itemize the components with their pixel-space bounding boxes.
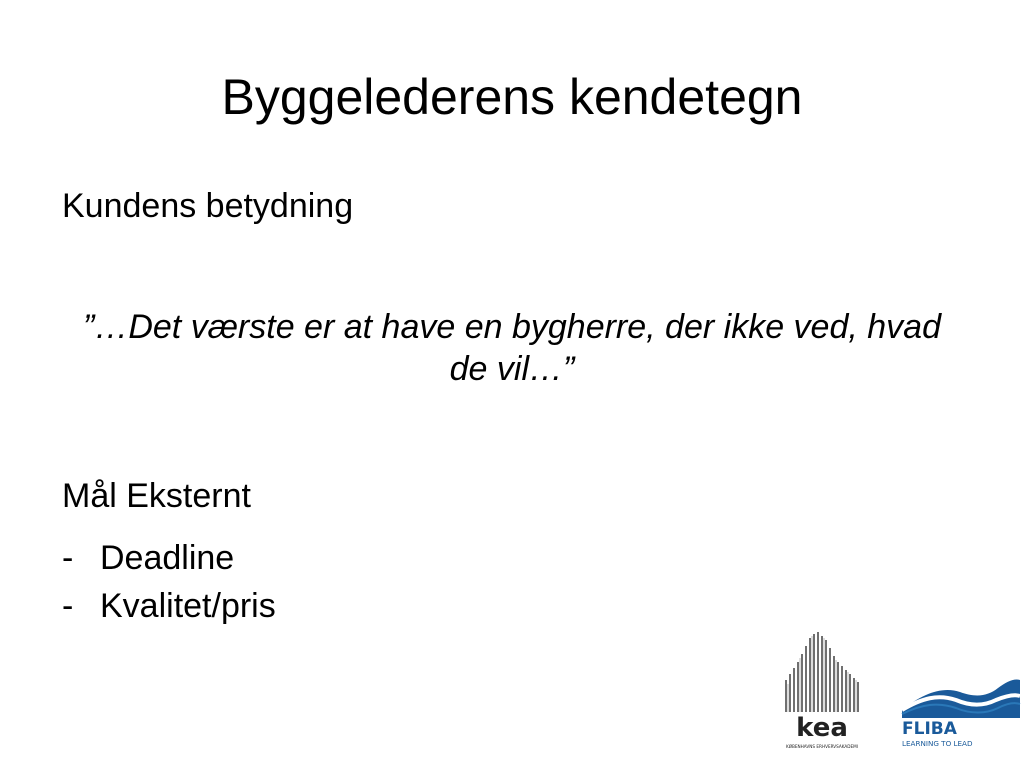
kea-wordmark: kea — [796, 713, 848, 743]
list-item-text: Deadline — [100, 539, 235, 577]
list-item-text: Kvalitet/pris — [100, 587, 276, 625]
section-heading-customer: Kundens betydning — [62, 187, 354, 225]
section-heading-external-goals: Mål Eksternt — [62, 477, 251, 515]
list-marker: - — [62, 587, 74, 625]
kea-logo-icon — [780, 628, 870, 753]
fliba-tagline: LEARNING TO LEAD — [902, 739, 973, 748]
fliba-wordmark: FLIBA — [902, 719, 957, 739]
list-item — [62, 534, 276, 582]
list-item — [62, 582, 276, 630]
slide-title: Byggelederens kendetegn — [221, 69, 803, 125]
kea-tagline: KØBENHAVNS ERHVERVSAKADEMI — [785, 744, 859, 749]
fliba-logo-icon — [898, 666, 1022, 750]
list-marker: - — [62, 539, 74, 577]
goals-list — [62, 534, 276, 630]
quote-text: ”…Det værste er at have en bygherre, der ikke ved, hvad de vil…” — [83, 308, 941, 388]
